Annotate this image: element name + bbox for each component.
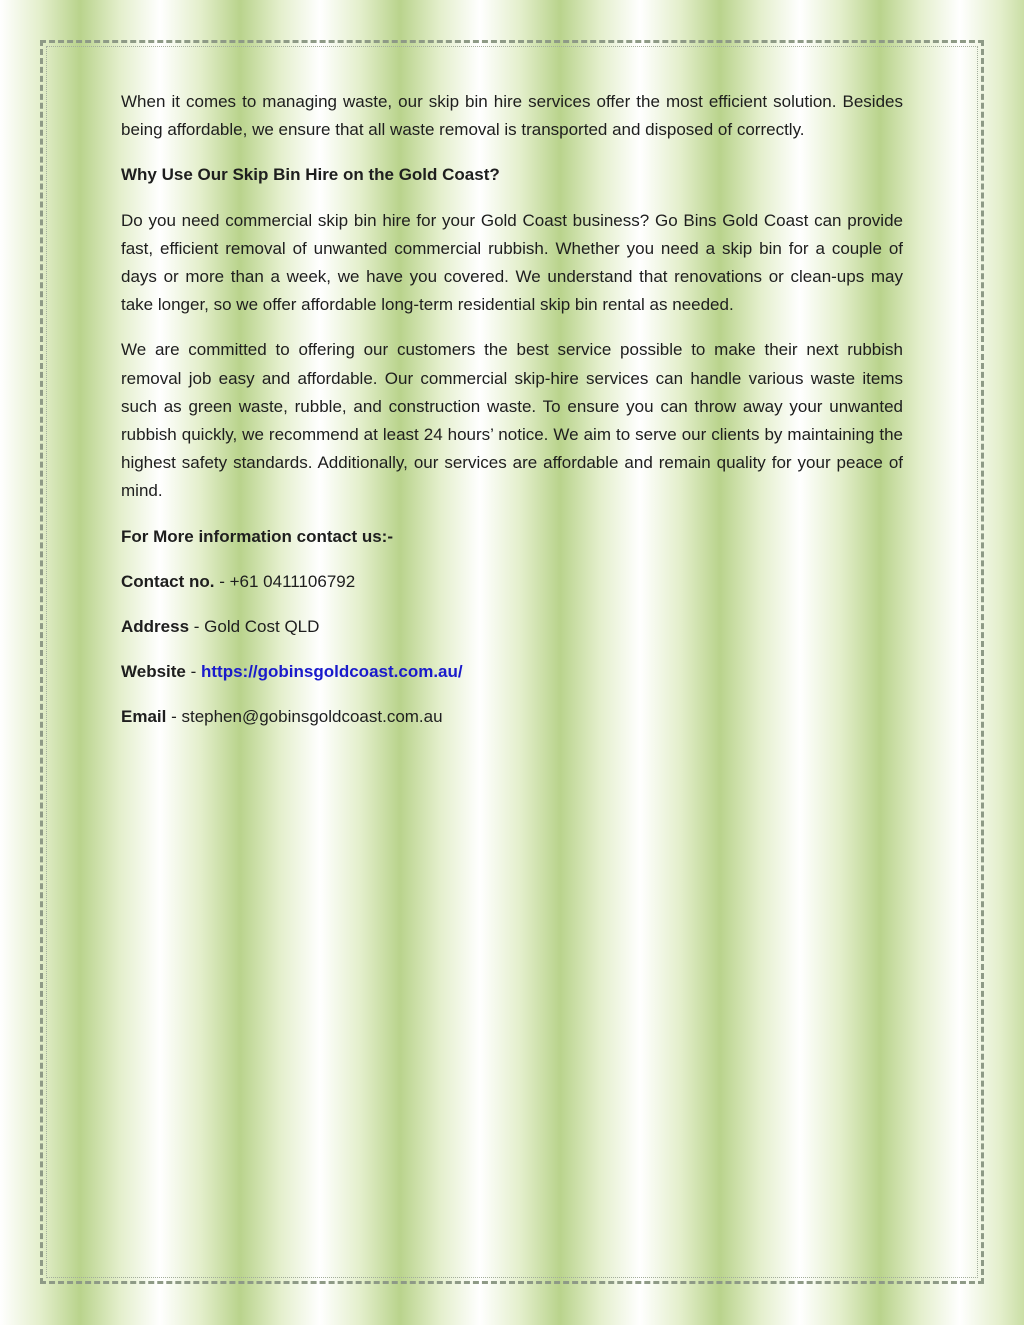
email-value: stephen@gobinsgoldcoast.com.au xyxy=(181,707,443,727)
email-line xyxy=(121,703,903,731)
intro-paragraph: When it comes to managing waste, our skip bin hire services offer the most efficient solution. Besides being affordable, we ensure that all waste removal is transported and disposed of correctly. xyxy=(121,92,903,140)
website-label: Website xyxy=(121,662,186,682)
committed-paragraph: We are committed to offering our customers the best service possible to make their next rubbish removal job easy and affordable. Our commercial skip-hire services can handle various waste items such as green waste, rubble, and construction waste. To ensure you can throw away your unwanted rubbish quickly, we recommend at least 24 hours’ notice. We aim to serve our clients by maintaining the highest safety standards. Additionally, our services are affordable and remain quality for your peace of mind. xyxy=(121,340,903,501)
website-line xyxy=(121,658,903,686)
address-line xyxy=(121,613,903,641)
phone-label: Contact no. xyxy=(121,571,215,591)
address-value: Gold Cost QLD xyxy=(204,617,320,637)
phone-separator: - xyxy=(214,571,230,591)
commercial-paragraph: Do you need commercial skip bin hire for your Gold Coast business? Go Bins Gold Coast can provide fast, efficient removal of unwanted commercial rubbish. Whether you need a skip bin for a couple of days or more than a week, we have you covered. We understand that renovations or clean-ups may take longer, so we offer affordable long-term residential skip bin rental as needed. xyxy=(121,210,903,315)
document-body xyxy=(121,88,903,749)
address-separator: - xyxy=(189,617,205,637)
email-separator: - xyxy=(166,707,182,727)
contact-heading: For More information contact us:- xyxy=(121,526,393,546)
phone-line xyxy=(121,568,903,596)
address-label: Address xyxy=(121,617,190,637)
why-heading: Why Use Our Skip Bin Hire on the Gold Coast? xyxy=(121,165,500,185)
website-link[interactable]: https://gobinsgoldcoast.com.au/ xyxy=(200,662,463,682)
phone-value: +61 0411106792 xyxy=(229,571,356,591)
email-label: Email xyxy=(121,707,167,727)
website-separator: - xyxy=(185,662,201,682)
